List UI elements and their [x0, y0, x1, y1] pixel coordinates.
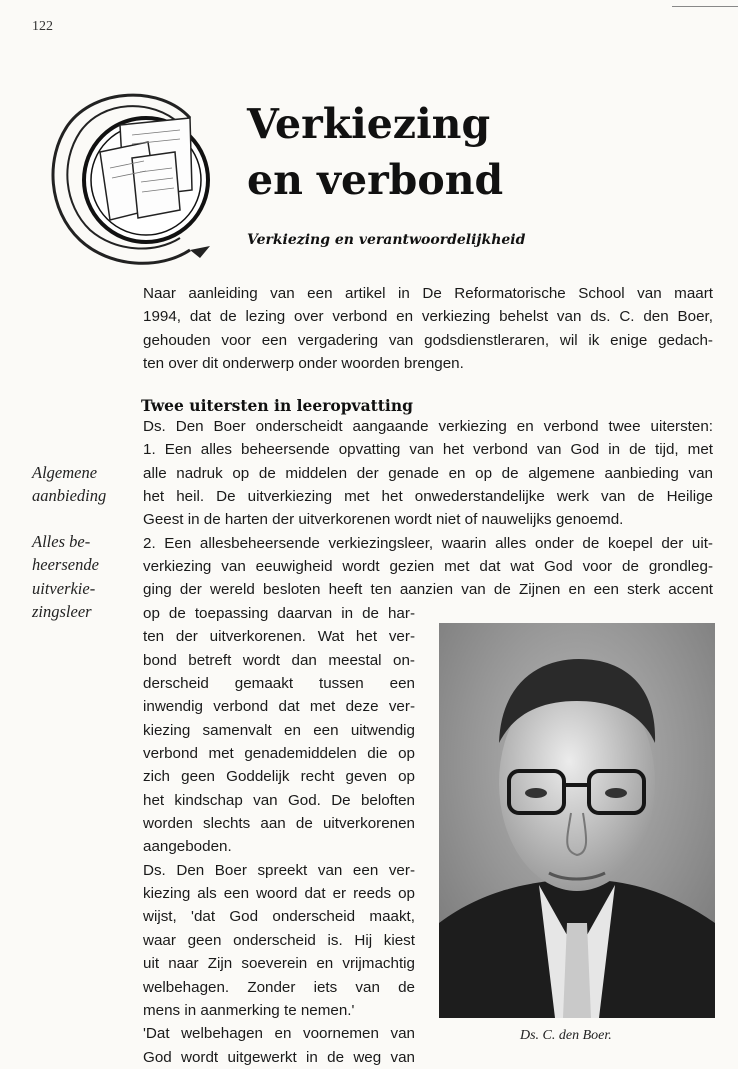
title-line-1: Verkiezing	[247, 100, 491, 148]
margin-note-line: uitverkie-	[32, 578, 96, 598]
text-line: kiezing als een woord dat er reeds op	[143, 885, 415, 903]
text-line: het kindschap van God. De beloften	[143, 791, 415, 809]
text-line: waar geen onderscheid is. Hij kiest	[143, 931, 415, 949]
documents-emblem-icon	[40, 80, 220, 270]
text-line: derscheid gemaakt tussen een	[143, 675, 415, 693]
margin-note-line: aanbieding	[32, 486, 107, 506]
text-line: zich geen Goddelijk recht geven op	[143, 768, 415, 786]
text-line: Ds. Den Boer onderscheidt aangaande verkiezing en verbond twee uitersten:	[143, 418, 713, 435]
text-line: worden slechts aan de uitverkorenen	[143, 815, 415, 833]
text-line: ging der wereld besloten heeft ten aanzien van de Zijnen en een sterk accent	[143, 581, 713, 599]
column-paragraph	[143, 602, 415, 1069]
margin-note-line: Alles be-	[32, 532, 91, 551]
text-line: gehouden voor een vergadering van godsdienstleraren, wil ik enige gedach-	[143, 331, 713, 349]
photo-caption: Ds. C. den Boer.	[520, 1028, 612, 1043]
top-rule	[672, 6, 738, 7]
page-number: 122	[32, 19, 53, 34]
text-line: uit naar Zijn soeverein en vrijmachtig	[143, 955, 415, 973]
text-line: 'Dat welbehagen en voornemen van	[143, 1025, 415, 1043]
text-line: ten der uitverkorenen. Wat het ver-	[143, 628, 415, 646]
margin-note-algemene-aanbieding	[32, 461, 106, 508]
text-line: God wordt uitgewerkt in de weg van	[143, 1048, 415, 1066]
text-line: aangeboden.	[143, 838, 232, 856]
intro-paragraph	[143, 282, 713, 375]
text-line: welbehagen. Zonder iets van de	[143, 978, 415, 996]
text-line: ten over dit onderwerp onder woorden brengen.	[143, 355, 464, 373]
margin-note-line: Algemene	[32, 463, 98, 482]
text-line: inwendig verbond dat met deze ver-	[143, 698, 415, 716]
body-paragraph	[143, 415, 713, 602]
text-line: verbond met genademiddelen die op	[143, 745, 415, 763]
margin-note-line: zingsleer	[32, 601, 92, 621]
text-line: 1. Een alles beheersende opvatting van het verbond van God in de tijd, met	[143, 441, 713, 459]
text-line: bond betreft wordt dan meestal on-	[143, 651, 415, 669]
text-line: Naar aanleiding van een artikel in De Reformatorische School van maart	[143, 285, 713, 302]
text-line: op de toepassing daarvan in de har-	[143, 605, 415, 622]
text-line: verkiezing van eeuwigheid wordt gezien met dat wat God voor de grondleg-	[143, 558, 713, 576]
margin-note-alles-beheersende	[32, 530, 99, 623]
text-line: alle nadruk op de middelen der genade en op de algemene aanbieding van	[143, 464, 713, 482]
margin-note-line: heersende	[32, 555, 99, 575]
text-line: 2. Een allesbeheersende verkiezingsleer, waarin alles onder de koepel der uit-	[143, 534, 713, 552]
text-line: Ds. Den Boer spreekt van een ver-	[143, 861, 415, 879]
text-line: 1994, dat de lezing over verbond en verkiezing behelst van ds. C. den Boer,	[143, 308, 713, 326]
title-line-2: en verbond	[247, 156, 504, 204]
article-subtitle: Verkiezing en verantwoordelijkheid	[247, 232, 526, 248]
portrait-illustration	[439, 623, 715, 1018]
text-line: Geest in de harten der uitverkorenen wordt niet of nauwelijks genoemd.	[143, 511, 624, 529]
article-title	[247, 96, 503, 208]
text-line: wijst, 'dat God onderscheid maakt,	[143, 908, 415, 926]
text-line: het heil. De uitverkiezing met het onwederstandelijke werk van de Heilige	[143, 488, 713, 506]
section-heading: Twee uitersten in leeropvatting	[141, 396, 413, 415]
text-line: mens in aanmerking te nemen.'	[143, 1001, 355, 1019]
portrait-photo	[439, 623, 715, 1018]
text-line: kiezing samenvalt en een uitwendig	[143, 721, 415, 739]
